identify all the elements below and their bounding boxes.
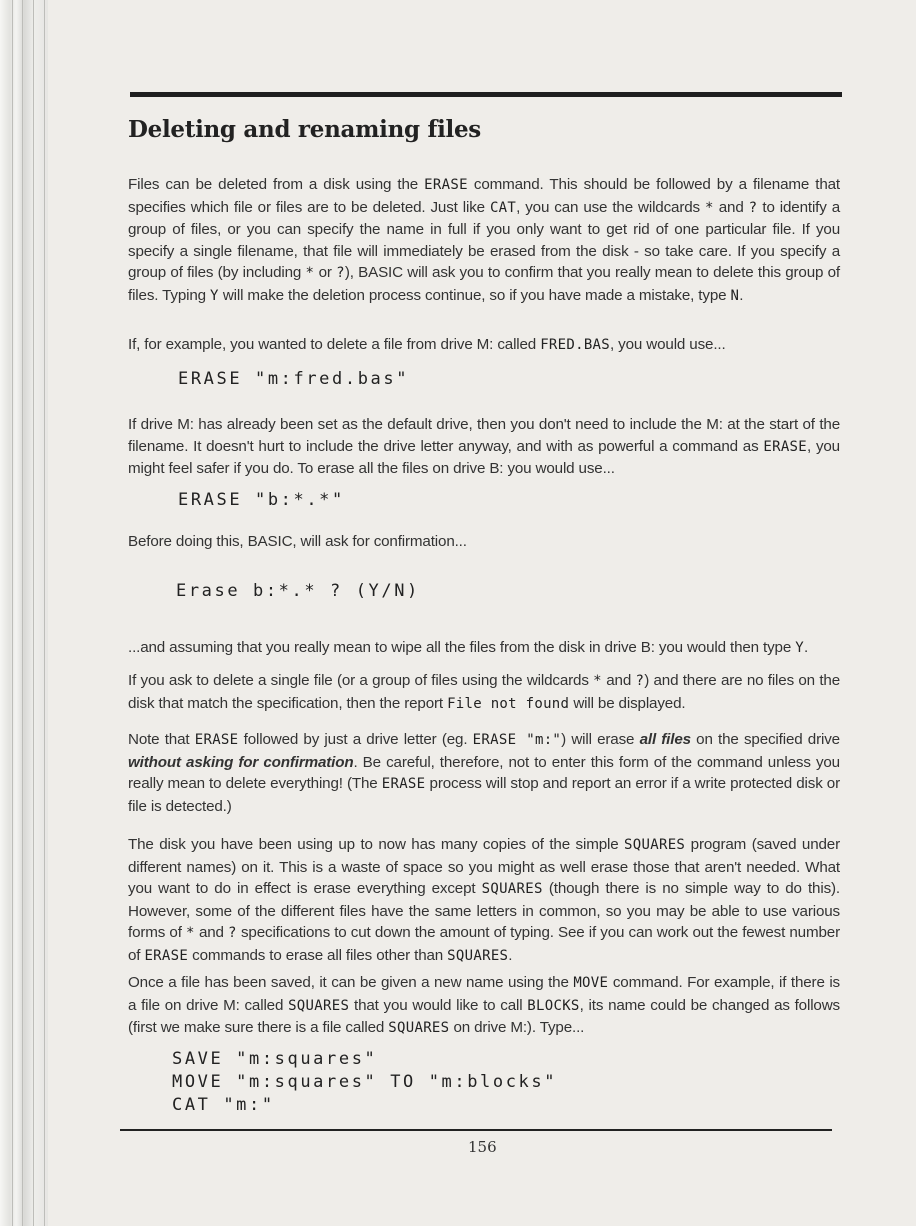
code-line: CAT "m:" bbox=[172, 1095, 275, 1115]
top-rule bbox=[130, 92, 842, 97]
paragraph-file-not-found: If you ask to delete a single file (or a group of files using the wildcards * and ?) and there are no files on the disk that match the specification, then the report File not found will be displayed. bbox=[128, 672, 840, 712]
paragraph-confirmation: Before doing this, BASIC, will ask for confirmation... bbox=[128, 533, 467, 550]
page-edge-line bbox=[44, 0, 45, 1226]
paragraph-warning: Note that ERASE followed by just a drive letter (eg. ERASE "m:") will erase all files on the specified drive without asking for confirmation. Be careful, therefore, not to enter this form of the command unless you really mean to delete everything! (The ERASE process will stop and report an error if a write protected disk or file is detected.) bbox=[128, 731, 840, 815]
code-move-example bbox=[172, 1048, 557, 1117]
paragraph-default-drive: If drive M: has already been set as the default drive, then you don't need to include the M: at the start of the filename. It doesn't hurt to include the drive letter anyway, and with as powerful a command as ERASE, you might feel safer if you do. To erase all the files on drive B: you would use... bbox=[128, 416, 840, 478]
code-line: SAVE "m:squares" bbox=[172, 1049, 378, 1069]
code-erase-fred: ERASE "m:fred.bas" bbox=[178, 369, 410, 389]
bottom-rule bbox=[120, 1129, 832, 1131]
code-line: MOVE "m:squares" TO "m:blocks" bbox=[172, 1072, 558, 1092]
paragraph-erase-intro: Files can be deleted from a disk using the ERASE command. This should be followed by a filename that specifies which file or files are to be deleted. Just like CAT, you can use the wildcards * and ? to identify a group of files, or you can specify the name in full if you only want to get rid of one particular file. If you specify a single filename, that file will immediately be erased from the disk - so take care. If you specify a group of files (by including * or ?), BASIC will ask you to confirm that you really mean to delete this group of files. Typing Y will make the deletion process continue, so if you have made a mistake, type N. bbox=[128, 176, 841, 304]
paragraph-example: If, for example, you wanted to delete a file from drive M: called FRED.BAS, you would use... bbox=[128, 336, 726, 353]
code-erase-all: ERASE "b:*.*" bbox=[178, 490, 345, 510]
page-edge-line bbox=[12, 0, 13, 1226]
book-spine-edge bbox=[0, 0, 48, 1226]
code-confirm-prompt: Erase b:*.* ? (Y/N) bbox=[176, 581, 420, 601]
page-edge-line bbox=[33, 0, 34, 1226]
paragraph-move: Once a file has been saved, it can be given a new name using the MOVE command. For example, if there is a file on drive M: called SQUARES that you would like to call BLOCKS, its name could be changed as follows (first we make sure there is a file called SQUARES on drive M:). Type... bbox=[128, 974, 840, 1037]
page-edge-line bbox=[22, 0, 23, 1226]
paragraph-squares-exercise: The disk you have been using up to now has many copies of the simple SQUARES program (saved under different names) on it. This is a waste of space so you might as well erase those that aren't needed. What you want to do in effect is erase everything except SQUARES (though there is no simple way to do this). However, some of the different files have the same letters in common, so you may be able to use various forms of * and ? specifications to cut down the amount of typing. See if you can work out the fewest number of ERASE commands to erase all files other than SQUARES. bbox=[128, 836, 841, 964]
paragraph-assuming: ...and assuming that you really mean to wipe all the files from the disk in drive B: you would then type Y. bbox=[128, 639, 809, 656]
section-heading: Deleting and renaming files bbox=[128, 116, 481, 143]
page-number: 156 bbox=[468, 1138, 497, 1156]
